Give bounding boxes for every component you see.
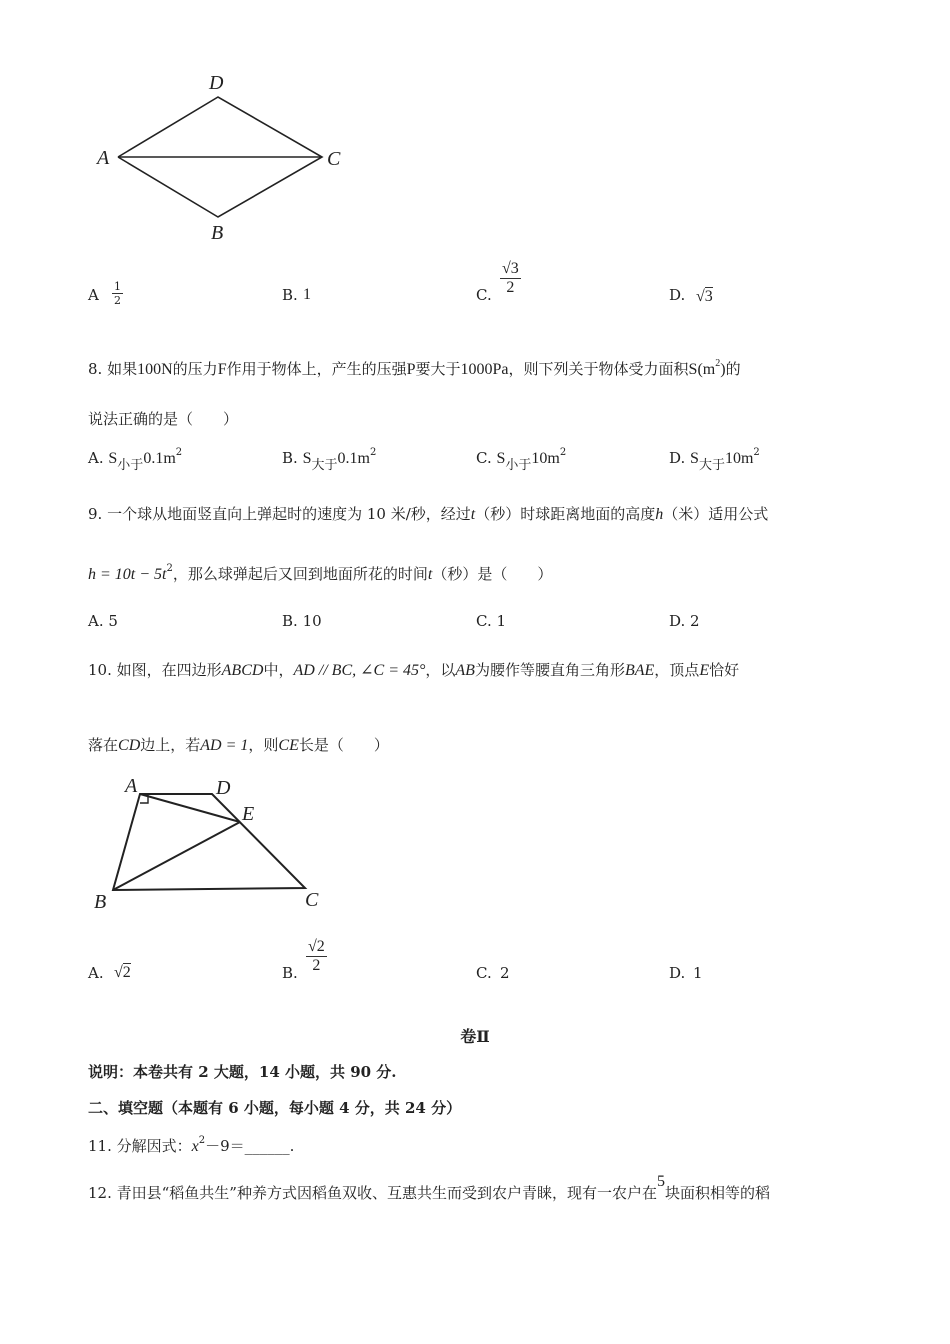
- option-label: C.: [476, 612, 492, 630]
- option-value: 10: [302, 612, 322, 630]
- math-t: t: [427, 566, 433, 583]
- s-symbol: S: [302, 450, 312, 467]
- denominator: 2: [312, 957, 321, 974]
- math-five: 5: [656, 1173, 665, 1190]
- q7-option-d-value: √3: [696, 288, 713, 305]
- option-label: A.: [88, 449, 104, 467]
- text: 中，: [263, 661, 294, 679]
- q10-option-c-label: C.: [476, 964, 492, 982]
- label-d: D: [209, 72, 224, 94]
- q9-option-c: [476, 612, 506, 630]
- radicand: 3: [510, 260, 519, 277]
- s-symbol: S: [496, 450, 506, 467]
- label-e: E: [242, 803, 255, 825]
- text: 如果: [107, 360, 138, 378]
- text: 要大于: [415, 360, 461, 378]
- math-e: E: [699, 662, 710, 679]
- text: 青田县“稻鱼共生”种养方式因稻鱼双收、互惠共生而受到农户青睐，现有一农户在: [116, 1184, 657, 1202]
- text: 落在: [88, 736, 119, 754]
- option-label: B.: [282, 449, 298, 467]
- label-d: D: [216, 777, 231, 799]
- radicand: 2: [122, 964, 131, 981]
- radicand: 2: [316, 938, 325, 955]
- option-label: A.: [88, 612, 104, 630]
- math-x: x: [191, 1138, 199, 1155]
- q7-option-d-label: D.: [669, 286, 686, 304]
- question-12: [88, 1173, 770, 1203]
- q9-line1: [88, 503, 768, 524]
- text: 块面积相等的稻: [664, 1184, 770, 1202]
- exponent: 2: [175, 447, 183, 458]
- option-label: B.: [282, 612, 298, 630]
- radicand: 3: [704, 288, 713, 305]
- option-label: C.: [476, 449, 492, 467]
- label-a: A: [125, 775, 138, 797]
- question-number: 11.: [88, 1137, 112, 1155]
- value: 0.1m: [337, 450, 370, 467]
- label-b: B: [211, 222, 224, 244]
- value: 10m: [531, 450, 560, 467]
- math-ce: CE: [278, 737, 299, 754]
- q10-option-a-value: √2: [114, 964, 131, 981]
- fraction: [112, 280, 123, 307]
- s-symbol: S: [108, 450, 118, 467]
- question-number: 12.: [88, 1184, 112, 1202]
- text: ，则: [248, 736, 279, 754]
- question-number: 10.: [88, 661, 112, 679]
- comparator: 小于: [505, 458, 532, 473]
- math-force: 100N: [137, 361, 173, 378]
- text: （秒）是（ ）: [432, 565, 553, 583]
- text: ，则下列关于物体受力面积: [508, 360, 689, 378]
- math-ab: AB: [455, 662, 475, 679]
- value: 0.1m: [143, 450, 176, 467]
- text: 边上，若: [140, 736, 201, 754]
- q9-option-a: [88, 612, 118, 630]
- q7-option-a-value: [112, 280, 123, 307]
- q8-line1: [88, 358, 741, 379]
- q8-option-d: [669, 447, 760, 473]
- trapezoid-figure: [85, 770, 335, 915]
- q10-option-b-value: [306, 938, 327, 975]
- value: 10m: [724, 450, 754, 467]
- exponent: 2: [166, 563, 173, 574]
- segment-be: [113, 822, 240, 890]
- q10-option-b-label: B.: [282, 964, 298, 982]
- exponent: 2: [753, 447, 760, 458]
- math-area: $S(m^2)$: [688, 358, 726, 378]
- label-b: B: [94, 891, 107, 913]
- math-t: t: [470, 506, 476, 523]
- label-c: C: [327, 148, 341, 170]
- q8-option-a: [88, 447, 183, 473]
- option-label: D.: [669, 449, 686, 467]
- option-value: 1: [496, 612, 507, 630]
- q7-option-c-label: C.: [476, 286, 492, 304]
- numerator: 1: [114, 280, 121, 293]
- q10-option-d-value: 1: [693, 964, 703, 982]
- section-note: 说明：本卷共有 2 大题，14 小题，共 90 分.: [88, 1063, 397, 1081]
- s-symbol: S: [688, 361, 698, 378]
- math-p: P: [406, 361, 416, 378]
- label-a: A: [97, 147, 110, 169]
- q10-line1: [88, 659, 739, 680]
- math-quad: ABCD: [221, 662, 264, 679]
- numerator: √3: [502, 260, 519, 277]
- q8-option-b: [282, 447, 377, 473]
- blank: －9＝______.: [205, 1137, 295, 1155]
- question-number: 8.: [88, 360, 103, 378]
- math-f: F: [217, 361, 227, 378]
- option-value: 5: [108, 612, 118, 630]
- comparator: 大于: [311, 458, 338, 473]
- unit: m: [702, 361, 716, 378]
- q7-option-c-value: [500, 260, 521, 297]
- text: 的: [725, 360, 741, 378]
- q10-line2: [88, 734, 389, 755]
- comparator: 小于: [117, 458, 144, 473]
- q9-line2: [88, 563, 552, 584]
- text: ，顶点: [654, 661, 700, 679]
- q8-line2: 说法正确的是（ ）: [88, 410, 239, 428]
- question-11: [88, 1135, 294, 1156]
- text: 恰好: [709, 661, 740, 679]
- q7-option-b-label: B.: [282, 286, 298, 304]
- denominator: 2: [114, 294, 121, 307]
- q9-option-d: [669, 612, 700, 630]
- exponent: 2: [559, 447, 567, 458]
- text: 为腰作等腰直角三角形: [474, 661, 625, 679]
- formula: h = 10t − 5t: [88, 566, 167, 583]
- denominator: 2: [506, 279, 515, 296]
- text: 长是（ ）: [298, 736, 389, 754]
- s-symbol: S: [690, 450, 699, 467]
- text: （秒）时球距离地面的高度: [475, 505, 656, 523]
- option-label: D.: [669, 612, 686, 630]
- exponent: 2: [715, 358, 721, 369]
- text: 一个球从地面竖直向上弹起时的速度为 10 米/秒，经过: [107, 505, 471, 523]
- q9-option-b: [282, 612, 322, 630]
- math-cd: CD: [118, 737, 141, 754]
- text: 的压力: [172, 360, 218, 378]
- text: 作用于物体上，产生的压强: [226, 360, 407, 378]
- text: 如图，在四边形: [116, 661, 222, 679]
- math-bae: BAE: [624, 662, 655, 679]
- fraction: [306, 938, 327, 975]
- exponent: 2: [198, 1135, 206, 1146]
- q7-option-a-label: A: [88, 286, 99, 304]
- comparator: 大于: [698, 458, 725, 473]
- rhombus-figure: [85, 65, 365, 250]
- fraction: [500, 260, 521, 297]
- text: ，以: [425, 661, 456, 679]
- text: 分解因式：: [116, 1137, 192, 1155]
- text: ，那么球弹起后又回到地面所花的时间: [172, 565, 428, 583]
- label-c: C: [305, 889, 319, 911]
- q10-option-c-value: 2: [500, 964, 510, 982]
- math-ad: AD = 1: [200, 737, 249, 754]
- section-title: 卷Ⅱ: [460, 1027, 490, 1046]
- text: （米）适用公式: [663, 505, 769, 523]
- q10-option-a-label: A.: [88, 964, 104, 982]
- exponent: 2: [369, 447, 377, 458]
- q7-option-b-value: 1: [303, 286, 311, 303]
- math-h: h: [655, 506, 664, 523]
- q10-option-d-label: D.: [669, 964, 686, 982]
- math-pressure: 1000Pa: [460, 361, 509, 378]
- math-condition: AD // BC, ∠C = 45°: [293, 662, 426, 679]
- section-heading: 二、填空题（本题有 6 小题，每小题 4 分，共 24 分）: [88, 1099, 462, 1117]
- question-number: 9.: [88, 505, 103, 523]
- q8-option-c: [476, 447, 567, 473]
- option-value: 2: [690, 612, 700, 630]
- numerator: √2: [308, 938, 325, 955]
